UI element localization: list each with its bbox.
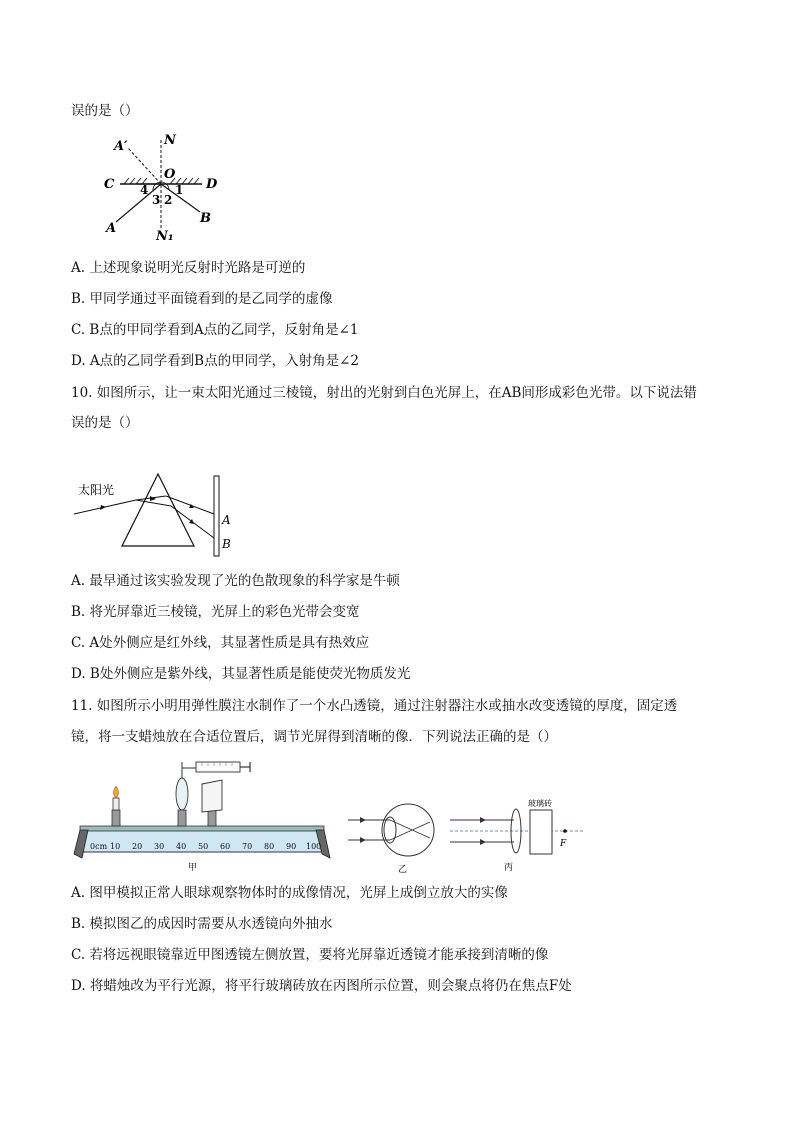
q10-option-a: A. 最早通过该实验发现了光的色散现象的科学家是牛顿 [71,573,400,589]
q10-prism-figure [70,470,240,560]
q11-option-a: A. 图甲模拟正常人眼球观察物体时的成像情况，光屏上成倒立放大的实像 [71,885,508,901]
tick-40: 40 [176,842,187,851]
tick-30: 30 [154,842,165,851]
label-glass-brick: 玻璃砖 [528,799,552,808]
tick-50: 50 [198,842,209,851]
label-a: A [106,221,117,236]
label-screen-a: A [222,513,231,527]
label-a-prime: A′ [114,139,128,154]
label-c: C [104,177,115,192]
q9-option-b: B. 甲同学通过平面镜看到的是乙同学的虚像 [71,291,333,307]
label-n1: N₁ [156,229,174,244]
q9-stem-tail: 误的是（） [71,103,139,119]
tick-100: 100 [306,842,322,851]
q11-option-d: D. 将蜡烛改为平行光源，将平行玻璃砖放在丙图所示位置，则会聚点将仍在焦点F处 [71,978,572,994]
q10-option-c: C. A处外侧应是红外线，其显著性质是具有热效应 [71,635,370,651]
q9-option-a: A. 上述现象说明光反射时光路是可逆的 [71,260,306,276]
label-angle-2: 2 [164,193,173,207]
label-jia: 甲 [188,863,198,873]
label-sunlight: 太阳光 [78,483,115,497]
label-angle-1: 1 [175,183,184,197]
q11-stem-line2: 镜，将一支蜡烛放在合适位置后，调节光屏得到清晰的像．下列说法正确的是（） [71,729,557,745]
q11-stem-line1: 11. 如图所示小明用弹性膜注水制作了一个水凸透镜，通过注射器注水或抽水改变透镜的厚度，固定透 [71,698,678,714]
tick-60: 60 [220,842,231,851]
q10-option-b: B. 将光屏靠近三棱镜，光屏上的彩色光带会变宽 [71,604,360,620]
tick-70: 70 [242,842,253,851]
tick-90: 90 [286,842,297,851]
tick-20: 20 [132,842,143,851]
label-focus-f: F [560,839,567,849]
tick-10: 10 [110,842,121,851]
q10-stem-line1: 10. 如图所示，让一束太阳光通过三棱镜，射出的光射到白色光屏上，在AB间形成彩色光带。以下说法错 [71,385,697,401]
q11-glass-brick-figure [446,794,592,876]
q9-option-d: D. A点的乙同学看到B点的甲同学，入射角是∠2 [71,353,359,369]
q10-option-d: D. B处外侧应是紫外线，其显著性质是能使荧光物质发光 [71,666,411,682]
label-b: B [200,211,211,226]
q11-option-c: C. 若将远视眼镜靠近甲图透镜左侧放置，要将光屏靠近透镜才能承接到清晰的像 [71,947,549,963]
q11-optical-bench-figure [72,754,340,876]
q11-eye-figure [344,800,444,876]
label-yi: 乙 [398,865,408,875]
label-n: N [164,133,176,148]
q9-option-c: C. B点的甲同学看到A点的乙同学，反射角是∠1 [71,322,359,338]
tick-0: 0cm [90,842,108,851]
label-bing: 丙 [504,863,514,873]
label-screen-b: B [222,537,231,551]
tick-80: 80 [264,842,275,851]
label-angle-4: 4 [140,183,149,197]
label-angle-3: 3 [152,193,161,207]
q9-reflection-figure [98,128,238,244]
label-d: D [206,177,218,192]
q10-stem-line2: 误的是（） [71,415,139,431]
q11-option-b: B. 模拟图乙的成因时需要从水透镜向外抽水 [71,916,333,932]
label-o: O [164,167,176,182]
